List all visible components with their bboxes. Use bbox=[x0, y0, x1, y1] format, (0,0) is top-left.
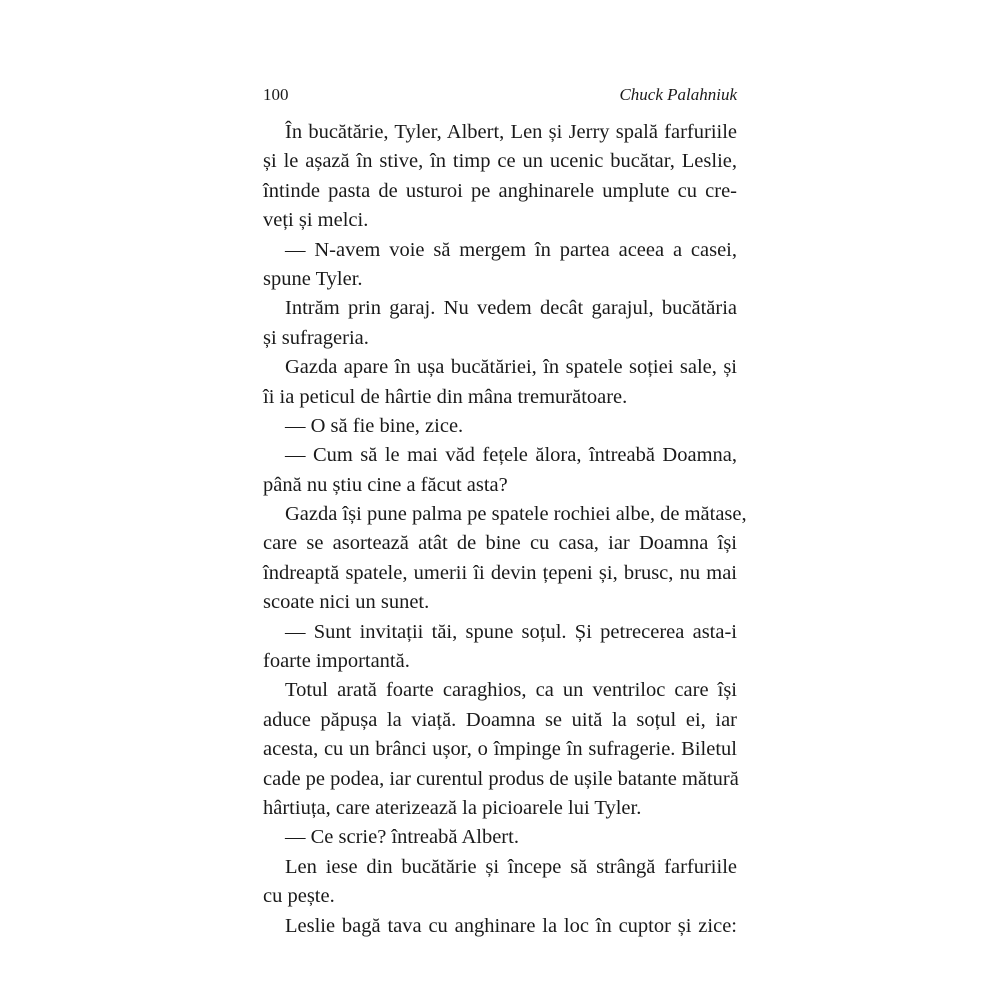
body-text bbox=[263, 118, 747, 941]
text-line: — Cum să le mai văd fețele ălora, întreabă Doamna, bbox=[285, 444, 737, 467]
text-line: — Ce scrie? întreabă Albert. bbox=[285, 826, 519, 849]
text-line: spune Tyler. bbox=[263, 267, 363, 290]
text-line: — O să fie bine, zice. bbox=[285, 414, 464, 437]
text-line: cade pe podea, iar curentul produs de ușile batante mătură bbox=[263, 767, 739, 790]
text-line: hârtiuța, care aterizează la picioarele lui Tyler. bbox=[263, 796, 642, 819]
text-line: scoate nici un sunet. bbox=[263, 591, 430, 614]
running-head bbox=[263, 84, 737, 106]
text-line: acesta, cu un brânci ușor, o împinge în sufragerie. Biletul bbox=[263, 738, 737, 761]
text-line: foarte importantă. bbox=[263, 650, 410, 673]
text-line: Gazda apare în ușa bucătăriei, în spatele soției sale, și bbox=[285, 356, 737, 379]
text-line: îndreaptă spatele, umerii îi devin țepeni și, brusc, nu mai bbox=[263, 561, 737, 584]
text-line: și le așază în stive, în timp ce un ucenic bucătar, Leslie, bbox=[263, 150, 737, 173]
text-line: îi ia peticul de hârtie din mâna tremurătoare. bbox=[263, 385, 628, 408]
text-line: Intrăm prin garaj. Nu vedem decât garajul, bucătăria bbox=[285, 297, 737, 320]
text-line: Len iese din bucătărie și începe să strângă farfuriile bbox=[285, 855, 737, 878]
text-line: Gazda își pune palma pe spatele rochiei albe, de mătase, bbox=[285, 503, 747, 526]
text-line: aduce păpușa la viață. Doamna se uită la soțul ei, iar bbox=[263, 708, 737, 731]
text-line: care se asortează atât de bine cu casa, iar Doamna își bbox=[263, 532, 737, 555]
running-title: Chuck Palahniuk bbox=[619, 85, 737, 104]
text-line: — Sunt invitații tăi, spune soțul. Și petrecerea asta-i bbox=[285, 620, 737, 643]
text-line: până nu știu cine a făcut asta? bbox=[263, 473, 508, 496]
text-line: și sufrageria. bbox=[263, 326, 369, 349]
text-line: Totul arată foarte caraghios, ca un ventriloc care își bbox=[285, 679, 737, 702]
text-line: Leslie bagă tava cu anghinare la loc în cuptor și zice: bbox=[285, 914, 737, 937]
book-page bbox=[263, 0, 747, 1000]
text-line: întinde pasta de usturoi pe anghinarele umplute cu cre- bbox=[263, 179, 737, 202]
text-line: cu pește. bbox=[263, 885, 335, 908]
text-line: În bucătărie, Tyler, Albert, Len și Jerry spală farfuriile bbox=[285, 121, 737, 143]
text-line: — N-avem voie să mergem în partea aceea a casei, bbox=[285, 238, 737, 261]
page-number: 100 bbox=[263, 85, 289, 104]
text-line: veți și melci. bbox=[263, 209, 369, 232]
